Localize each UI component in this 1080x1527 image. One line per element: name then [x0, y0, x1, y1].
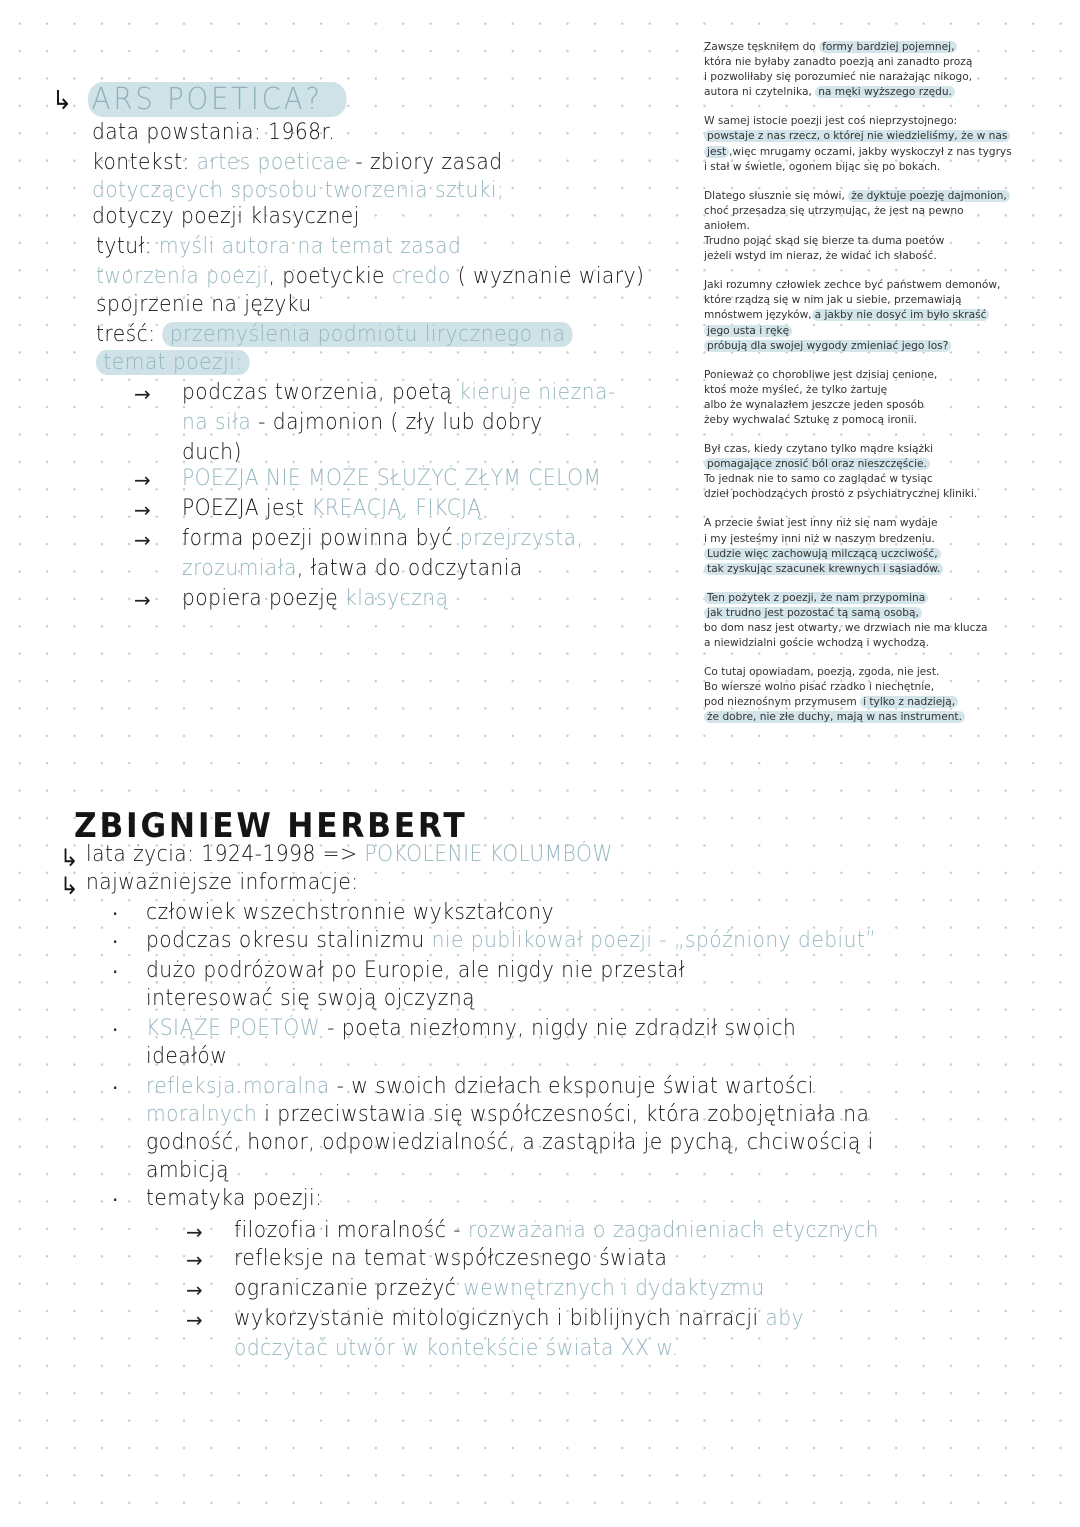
arrow-icon: →	[134, 382, 151, 406]
poem-stanza	[704, 665, 1044, 725]
poem-text: To jednak nie to samo co zaglądać w tysiąc	[704, 473, 933, 486]
note-text: refleksje na temat współczesnego świata	[234, 1246, 668, 1271]
poem-stanza	[704, 189, 1044, 264]
poem-line	[704, 695, 1044, 710]
note-text: interesować się swoją ojczyzną	[146, 986, 476, 1011]
highlighted-poem-text: jest	[704, 146, 729, 158]
herbert-line	[234, 1306, 804, 1331]
note-text: - dajmonion ( zły lub dobry	[251, 410, 543, 435]
note-text: dotyczy poezji klasycznej	[92, 204, 360, 229]
highlighted-poem-text: że dobre, nie złe duchy, mają w nas instrument.	[704, 711, 965, 723]
note-text: ( wyznanie wiary)	[450, 264, 645, 289]
poem-line	[704, 145, 1044, 160]
highlighted-poem-text: na męki wyższego rzędu.	[815, 86, 955, 98]
poem-text: Dlatego słusznie się mówi,	[704, 189, 849, 202]
ars-poetica-line	[182, 440, 242, 465]
highlighted-note-text: POEZJA NIE MOŻE SŁUŻYĆ ZŁYM CELOM	[182, 466, 602, 491]
highlighted-poem-text: że dyktuje poezję dajmonion,	[848, 190, 1010, 202]
hook-arrow-icon: ↳	[60, 872, 79, 900]
highlighted-poem-text: a jakby nie dosyć im było skraść	[812, 309, 990, 321]
poem-text: bo dom nasz jest otwarty, we drzwiach nie ma klucza	[704, 622, 988, 634]
poem-text: Trudno pojąć skąd się bierze ta duma poetów	[704, 235, 945, 248]
poem-line	[704, 636, 1044, 651]
arrow-icon: →	[134, 588, 151, 612]
ars-poetica-line	[92, 178, 504, 203]
herbert-line	[234, 1276, 765, 1301]
highlighted-poem-text: powstaje z nas rzecz, o której nie wiedzieliśmy, że w nas	[704, 130, 1010, 142]
poem-line	[704, 398, 1044, 413]
highlighted-note-text: odczytać utwór w kontekście świata XX w.	[234, 1336, 679, 1361]
herbert-line	[234, 1218, 879, 1243]
highlighted-note-text: kieruje niezna-	[459, 380, 616, 405]
note-text: forma poezji powinna być	[182, 526, 460, 551]
highlighted-note-text: dotyczących sposobu tworzenia sztuki;	[92, 178, 505, 203]
herbert-line	[146, 1130, 874, 1155]
ars-poetica-line	[182, 410, 543, 435]
poem-text: Zawsze tęskniłem do	[704, 41, 820, 53]
poem-line	[704, 55, 1044, 70]
ars-poetica-line	[92, 204, 360, 229]
ars-poetica-line	[96, 322, 573, 347]
highlighted-poem-text: jak trudno jest pozostać tą samą osobą,	[704, 607, 922, 619]
poem-line	[704, 710, 1044, 725]
poem-line	[704, 219, 1044, 234]
note-text: duch)	[182, 440, 242, 465]
poem-line	[704, 562, 1044, 577]
poem-text: aniołem.	[704, 219, 750, 232]
highlighted-poem-text: formy bardziej pojemnej,	[819, 41, 957, 53]
note-text: treść:	[96, 322, 163, 347]
highlighted-note-text: tworzenia poezji	[96, 264, 269, 289]
herbert-title: ZBIGNIEW HERBERT	[74, 806, 468, 846]
poem-text: i pozwoliłaby się porozumieć nie narażając nikogo,	[704, 71, 973, 84]
note-text: najważniejsze informacje:	[86, 870, 359, 895]
poem-text: dzieł pochodzących prosto z psychiatrycznej kliniki.	[704, 488, 978, 501]
poem-text: ,więc mrugamy oczami, jakby wyskoczył z nas tygrys	[729, 145, 1012, 158]
note-text: , poetyckie	[268, 264, 392, 289]
herbert-line	[146, 1074, 814, 1099]
bullet-icon: ·	[112, 1076, 119, 1100]
poem-line	[704, 413, 1044, 428]
highlighted-poem-text: tak zyskując szacunek krewnych i sąsiadów.	[704, 563, 943, 575]
highlighted-note-text: zrozumiała	[182, 556, 297, 581]
hook-arrow-icon: ↳	[52, 86, 73, 116]
herbert-line	[86, 870, 359, 895]
poem-stanza	[704, 40, 1044, 100]
note-text: dużo podróżował po Europie, ale nigdy nie przestał	[146, 958, 685, 983]
highlighted-note-text: credo	[391, 264, 451, 289]
poem-line	[704, 85, 1044, 100]
poem-line	[704, 368, 1044, 383]
highlighted-note-text: temat poezji:	[96, 350, 250, 375]
poem-line	[704, 680, 1044, 695]
poem-stanza	[704, 114, 1044, 174]
bullet-icon: ·	[112, 1188, 119, 1212]
poem-text: Ponieważ co chorobliwe jest dzisiaj cenione,	[704, 368, 938, 381]
hook-arrow-icon: ↳	[60, 844, 79, 872]
herbert-line	[146, 1186, 322, 1211]
herbert-line	[146, 1044, 227, 1069]
poem-stanza	[704, 442, 1044, 502]
ars-poetica-line	[96, 292, 312, 317]
bullet-icon: ·	[112, 960, 119, 984]
poem-text: Jaki rozumny człowiek zechce być państwem demonów,	[704, 279, 1001, 292]
highlighted-poem-text: pomagające znosić ból oraz nieszczęście.	[704, 458, 930, 470]
arrow-icon: →	[186, 1308, 203, 1332]
poem-stanza	[704, 368, 1044, 428]
poem-text: a niewidzialni goście wchodzą i wychodzą.	[704, 637, 929, 650]
note-text: tytuł:	[96, 234, 159, 259]
ars-poetica-line	[182, 526, 583, 551]
poem-text: W samej istocie poezji jest coś nieprzystojnego:	[704, 115, 958, 128]
highlighted-note-text: refleksja moralna	[146, 1074, 330, 1099]
note-text: godność, honor, odpowiedzialność, a zastąpiła je pychą, chciwością i	[146, 1130, 874, 1155]
note-text: kontekst:	[92, 150, 197, 175]
poem-text: A przecie świat jest inny niż się nam wydaje	[704, 517, 938, 530]
poem-line	[704, 278, 1044, 293]
arrow-icon: →	[134, 528, 151, 552]
arrow-icon: →	[134, 498, 151, 522]
ars-poetica-line	[182, 380, 616, 405]
poem-text: i my jesteśmy inni niż w naszym bredzeniu.	[704, 532, 935, 545]
poem-text: choć przesadza się utrzymując, że jest na pewno	[704, 204, 964, 217]
note-text: POEZJA jest	[182, 496, 312, 521]
poem-text	[704, 40, 1044, 740]
ars-poetica-line	[96, 264, 644, 289]
note-text: ograniczanie przeżyć	[234, 1276, 464, 1301]
herbert-line	[234, 1336, 678, 1361]
note-text: - poeta niezłomny, nigdy nie zdradził swoich	[320, 1016, 797, 1041]
poem-line	[704, 442, 1044, 457]
note-text: ideałów	[146, 1044, 228, 1069]
poem-line	[704, 308, 1044, 323]
poem-line	[704, 383, 1044, 398]
note-text: - zbiory zasad	[348, 150, 503, 175]
note-text: , łatwa do odczytania	[296, 556, 523, 581]
note-text: lata życia: 1924-1998 =>	[86, 842, 365, 867]
herbert-line	[86, 842, 613, 867]
poem-line	[704, 324, 1044, 339]
poem-text: mnóstwem języków,	[704, 309, 812, 322]
poem-text: autora ni czytelnika,	[704, 86, 816, 99]
herbert-line	[146, 986, 475, 1011]
poem-line	[704, 591, 1044, 606]
poem-line	[704, 204, 1044, 219]
note-text: data powstania: 1968r.	[92, 120, 336, 145]
poem-line	[704, 249, 1044, 264]
ars-poetica-line	[96, 350, 250, 375]
note-text: - w swoich dziełach eksponuje świat wartości	[329, 1074, 814, 1099]
highlighted-note-text: aby	[765, 1306, 805, 1331]
ars-poetica-title: ARS POETICA?	[88, 82, 347, 117]
ars-poetica-line	[182, 466, 601, 491]
poem-line	[704, 621, 1044, 636]
poem-line	[704, 472, 1044, 487]
poem-text: które rządzą się w nim jak u siebie, przemawiają	[704, 294, 962, 307]
bullet-icon: ·	[112, 1018, 119, 1042]
poem-stanza	[704, 278, 1044, 353]
poem-line	[704, 189, 1044, 204]
poem-stanza	[704, 516, 1044, 576]
note-text: i przeciwstawia się współczesności, która zobojętniała na	[257, 1102, 870, 1127]
note-text: tematyka poezji:	[146, 1186, 323, 1211]
ars-poetica-line	[182, 496, 482, 521]
note-text: popiera poezję	[182, 586, 346, 611]
ars-poetica-line	[182, 556, 523, 581]
note-text: wykorzystanie mitologicznych i biblijnych narracji	[234, 1306, 766, 1331]
poem-line	[704, 129, 1044, 144]
ars-poetica-line	[96, 234, 461, 259]
poem-line	[704, 70, 1044, 85]
poem-text: która nie byłaby zanadto poezją ani zanadto prozą	[704, 56, 973, 69]
poem-text: ktoś może myśleć, że tylko żartuję	[704, 383, 888, 396]
poem-line	[704, 516, 1044, 531]
poem-line	[704, 160, 1044, 175]
bullet-icon: ·	[112, 930, 119, 954]
arrow-icon: →	[134, 468, 151, 492]
note-text: podczas tworzenia, poetą	[182, 380, 460, 405]
note-text: podczas okresu stalinizmu	[146, 928, 432, 953]
herbert-line	[234, 1246, 667, 1271]
poem-line	[704, 606, 1044, 621]
herbert-line	[146, 900, 554, 925]
poem-line	[704, 487, 1044, 502]
poem-line	[704, 114, 1044, 129]
highlighted-note-text: KSIĄŻE POETÓW	[146, 1016, 321, 1041]
highlighted-note-text: moralnych	[146, 1102, 258, 1127]
highlighted-note-text: nie publikował poezji - „spóźniony debiut”	[431, 928, 877, 953]
highlighted-note-text: przejrzysta,	[459, 526, 584, 551]
arrow-icon: →	[186, 1248, 203, 1272]
highlighted-poem-text: próbują dla swojej wygody zmieniać jego los?	[704, 340, 951, 352]
poem-text: Co tutaj opowiadam, poezją, zgoda, nie jest.	[704, 666, 940, 679]
poem-text: Bo wiersze wolno pisać rzadko i niechętnie,	[704, 681, 935, 694]
arrow-icon: →	[186, 1278, 203, 1302]
poem-text: i stał w świetle, ogonem bijąc się po bokach.	[704, 160, 941, 173]
poem-line	[704, 40, 1044, 55]
highlighted-poem-text: jego usta i rękę	[704, 325, 792, 337]
poem-text: żeby wychwalać Sztukę z pomocą ironii.	[704, 413, 918, 426]
note-text: ambicją	[146, 1158, 229, 1183]
herbert-line	[146, 1158, 229, 1183]
ars-poetica-line	[92, 120, 335, 145]
ars-poetica-line	[182, 586, 448, 611]
herbert-line	[146, 928, 876, 953]
poem-text: pod nieznośnym przymusem	[704, 696, 861, 709]
poem-text: albo że wynalazłem jeszcze jeden sposób	[704, 398, 924, 411]
note-text: filozofia i moralność -	[234, 1218, 468, 1243]
highlighted-poem-text: i tylko z nadzieją,	[860, 696, 958, 708]
arrow-icon: →	[186, 1220, 203, 1244]
herbert-line	[146, 1102, 869, 1127]
highlighted-note-text: rozważania o zagadnieniach etycznych	[467, 1218, 879, 1243]
poem-line	[704, 547, 1044, 562]
herbert-line	[146, 1016, 796, 1041]
highlighted-note-text: klasyczną	[345, 586, 449, 611]
poem-stanza	[704, 591, 1044, 651]
highlighted-note-text: wewnętrznych i dydaktyzmu	[463, 1276, 765, 1301]
bullet-icon: ·	[112, 902, 119, 926]
highlighted-note-text: KREACJĄ, FIKCJĄ	[311, 496, 482, 521]
note-text: spojrzenie na języku	[96, 292, 312, 317]
poem-line	[704, 457, 1044, 472]
highlighted-note-text: myśli autora na temat zasad	[158, 234, 462, 259]
poem-line	[704, 532, 1044, 547]
highlighted-poem-text: Ludzie więc zachowują milczącą uczciwość,	[704, 548, 941, 560]
poem-line	[704, 665, 1044, 680]
poem-line	[704, 234, 1044, 249]
ars-poetica-line	[92, 150, 503, 175]
highlighted-note-text: artes poeticae	[196, 150, 349, 175]
highlighted-poem-text: Ten pożytek z poezji, że nam przypomina	[704, 592, 928, 604]
poem-text: jeżeli wstyd im nieraz, że widać ich słabość.	[704, 250, 937, 263]
note-text: człowiek wszechstronnie wykształcony	[146, 900, 555, 925]
highlighted-note-text: na siła	[182, 410, 252, 435]
poem-text: Był czas, kiedy czytano tylko mądre książki	[704, 443, 934, 456]
herbert-line	[146, 958, 685, 983]
poem-line	[704, 293, 1044, 308]
highlighted-note-text: przemyślenia podmiotu lirycznego na	[162, 322, 572, 347]
poem-line	[704, 339, 1044, 354]
highlighted-note-text: POKOLENIE KOLUMBÓW	[364, 842, 613, 867]
